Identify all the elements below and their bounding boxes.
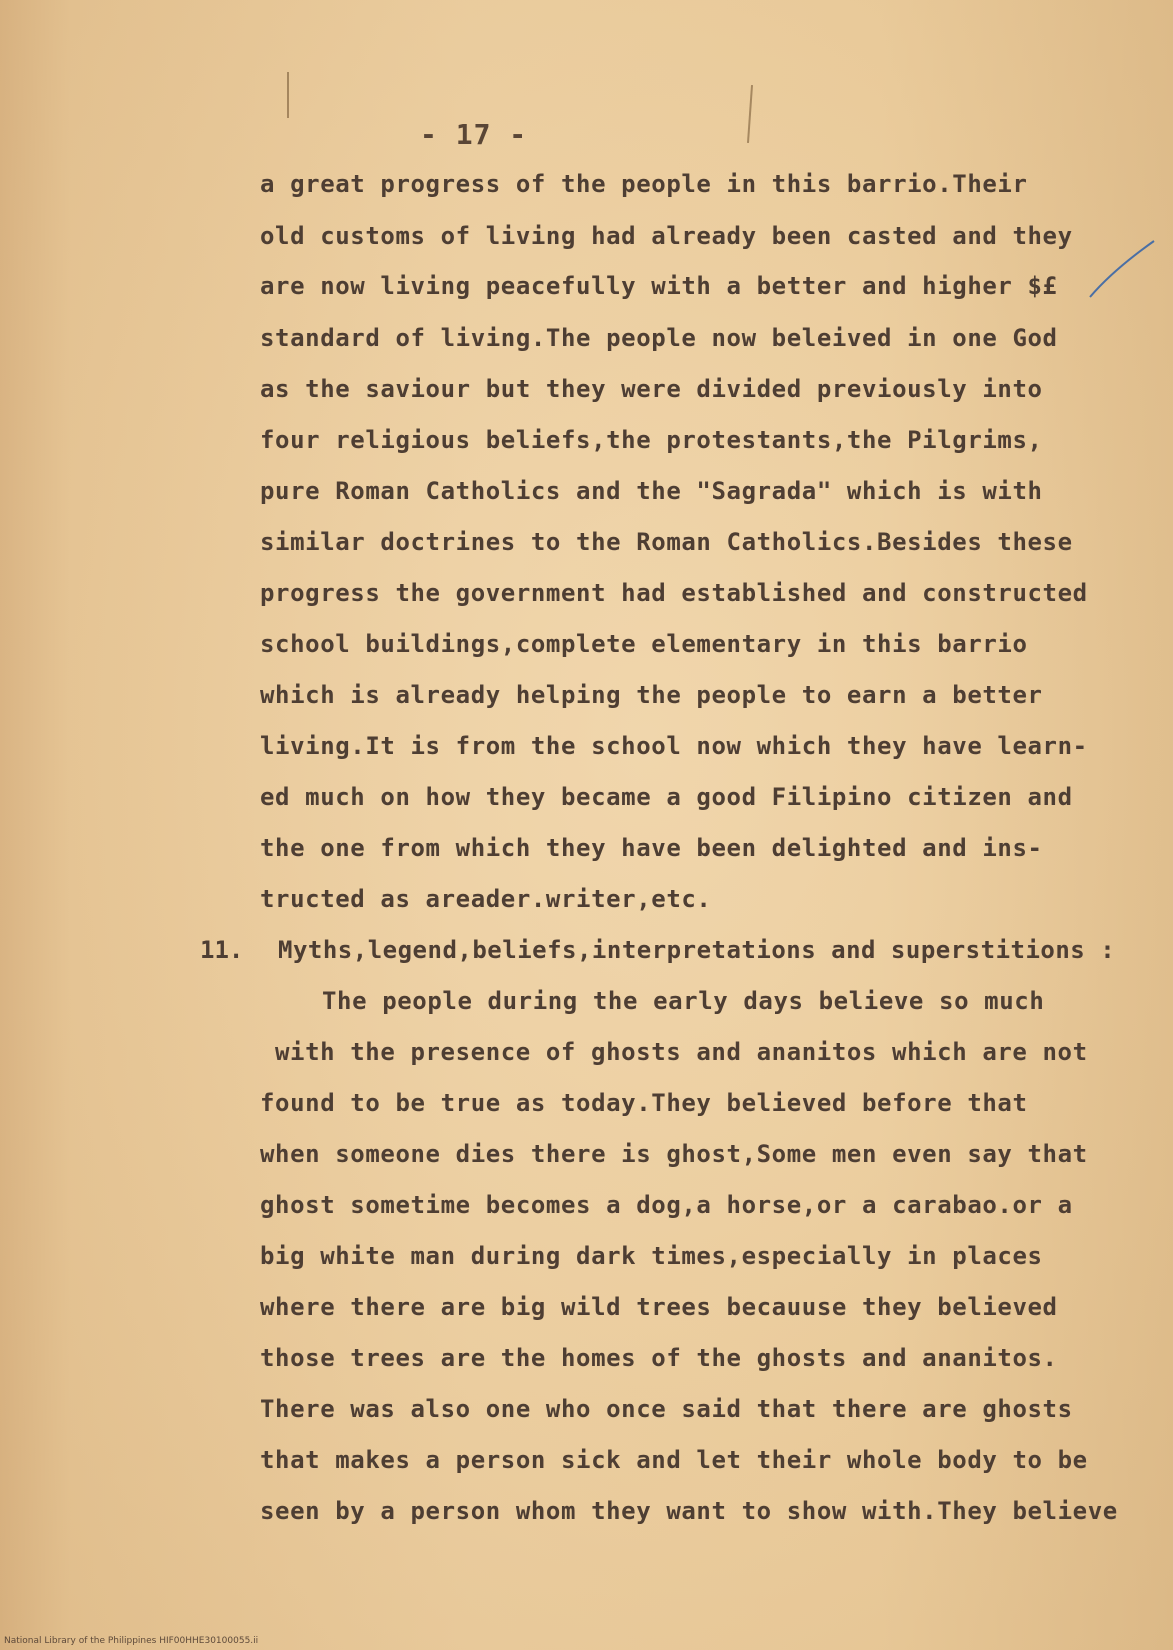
text-line: The people during the early days believe so much: [322, 987, 1045, 1015]
text-line: when someone dies there is ghost,Some men even say that: [260, 1140, 1088, 1168]
section-number: 11.: [200, 936, 244, 964]
text-line: as the saviour but they were divided previously into: [260, 375, 1043, 403]
library-footer: National Library of the Philippines HIF00HHE30100055.ii: [4, 1636, 259, 1646]
section-heading: Myths,legend,beliefs,interpretations and superstitions :: [278, 936, 1116, 964]
fold-mark-right: [747, 85, 753, 143]
text-line: that makes a person sick and let their whole body to be: [260, 1446, 1088, 1474]
text-line: old customs of living had already been casted and they: [260, 222, 1073, 250]
text-line: ghost sometime becomes a dog,a horse,or a carabao.or a: [260, 1191, 1073, 1219]
pen-check-mark-icon: [1088, 235, 1158, 305]
text-line: the one from which they have been delighted and ins-: [260, 834, 1043, 862]
text-line: which is already helping the people to earn a better: [260, 681, 1043, 709]
text-line: There was also one who once said that there are ghosts: [260, 1395, 1073, 1423]
text-line: ed much on how they became a good Filipino citizen and: [260, 783, 1073, 811]
text-line: seen by a person whom they want to show with.They believe: [260, 1497, 1118, 1525]
text-line: a great progress of the people in this barrio.Their: [260, 170, 1028, 198]
text-line: those trees are the homes of the ghosts and ananitos.: [260, 1344, 1058, 1372]
text-line: tructed as areader.writer,etc.: [260, 885, 712, 913]
text-line: with the presence of ghosts and ananitos which are not: [275, 1038, 1088, 1066]
text-line: where there are big wild trees becauuse they believed: [260, 1293, 1058, 1321]
fold-mark-left: [287, 72, 289, 118]
text-line: school buildings,complete elementary in this barrio: [260, 630, 1028, 658]
text-line: living.It is from the school now which they have learn-: [260, 732, 1088, 760]
text-line: found to be true as today.They believed before that: [260, 1089, 1028, 1117]
text-line: standard of living.The people now beleived in one God: [260, 324, 1058, 352]
page-number: - 17 -: [420, 118, 528, 151]
text-line: progress the government had established and constructed: [260, 579, 1088, 607]
text-line: are now living peacefully with a better and higher $£: [260, 272, 1058, 300]
text-line: big white man during dark times,especially in places: [260, 1242, 1043, 1270]
text-line: pure Roman Catholics and the "Sagrada" which is with: [260, 477, 1043, 505]
text-line: similar doctrines to the Roman Catholics.Besides these: [260, 528, 1073, 556]
text-line: four religious beliefs,the protestants,the Pilgrims,: [260, 426, 1043, 454]
